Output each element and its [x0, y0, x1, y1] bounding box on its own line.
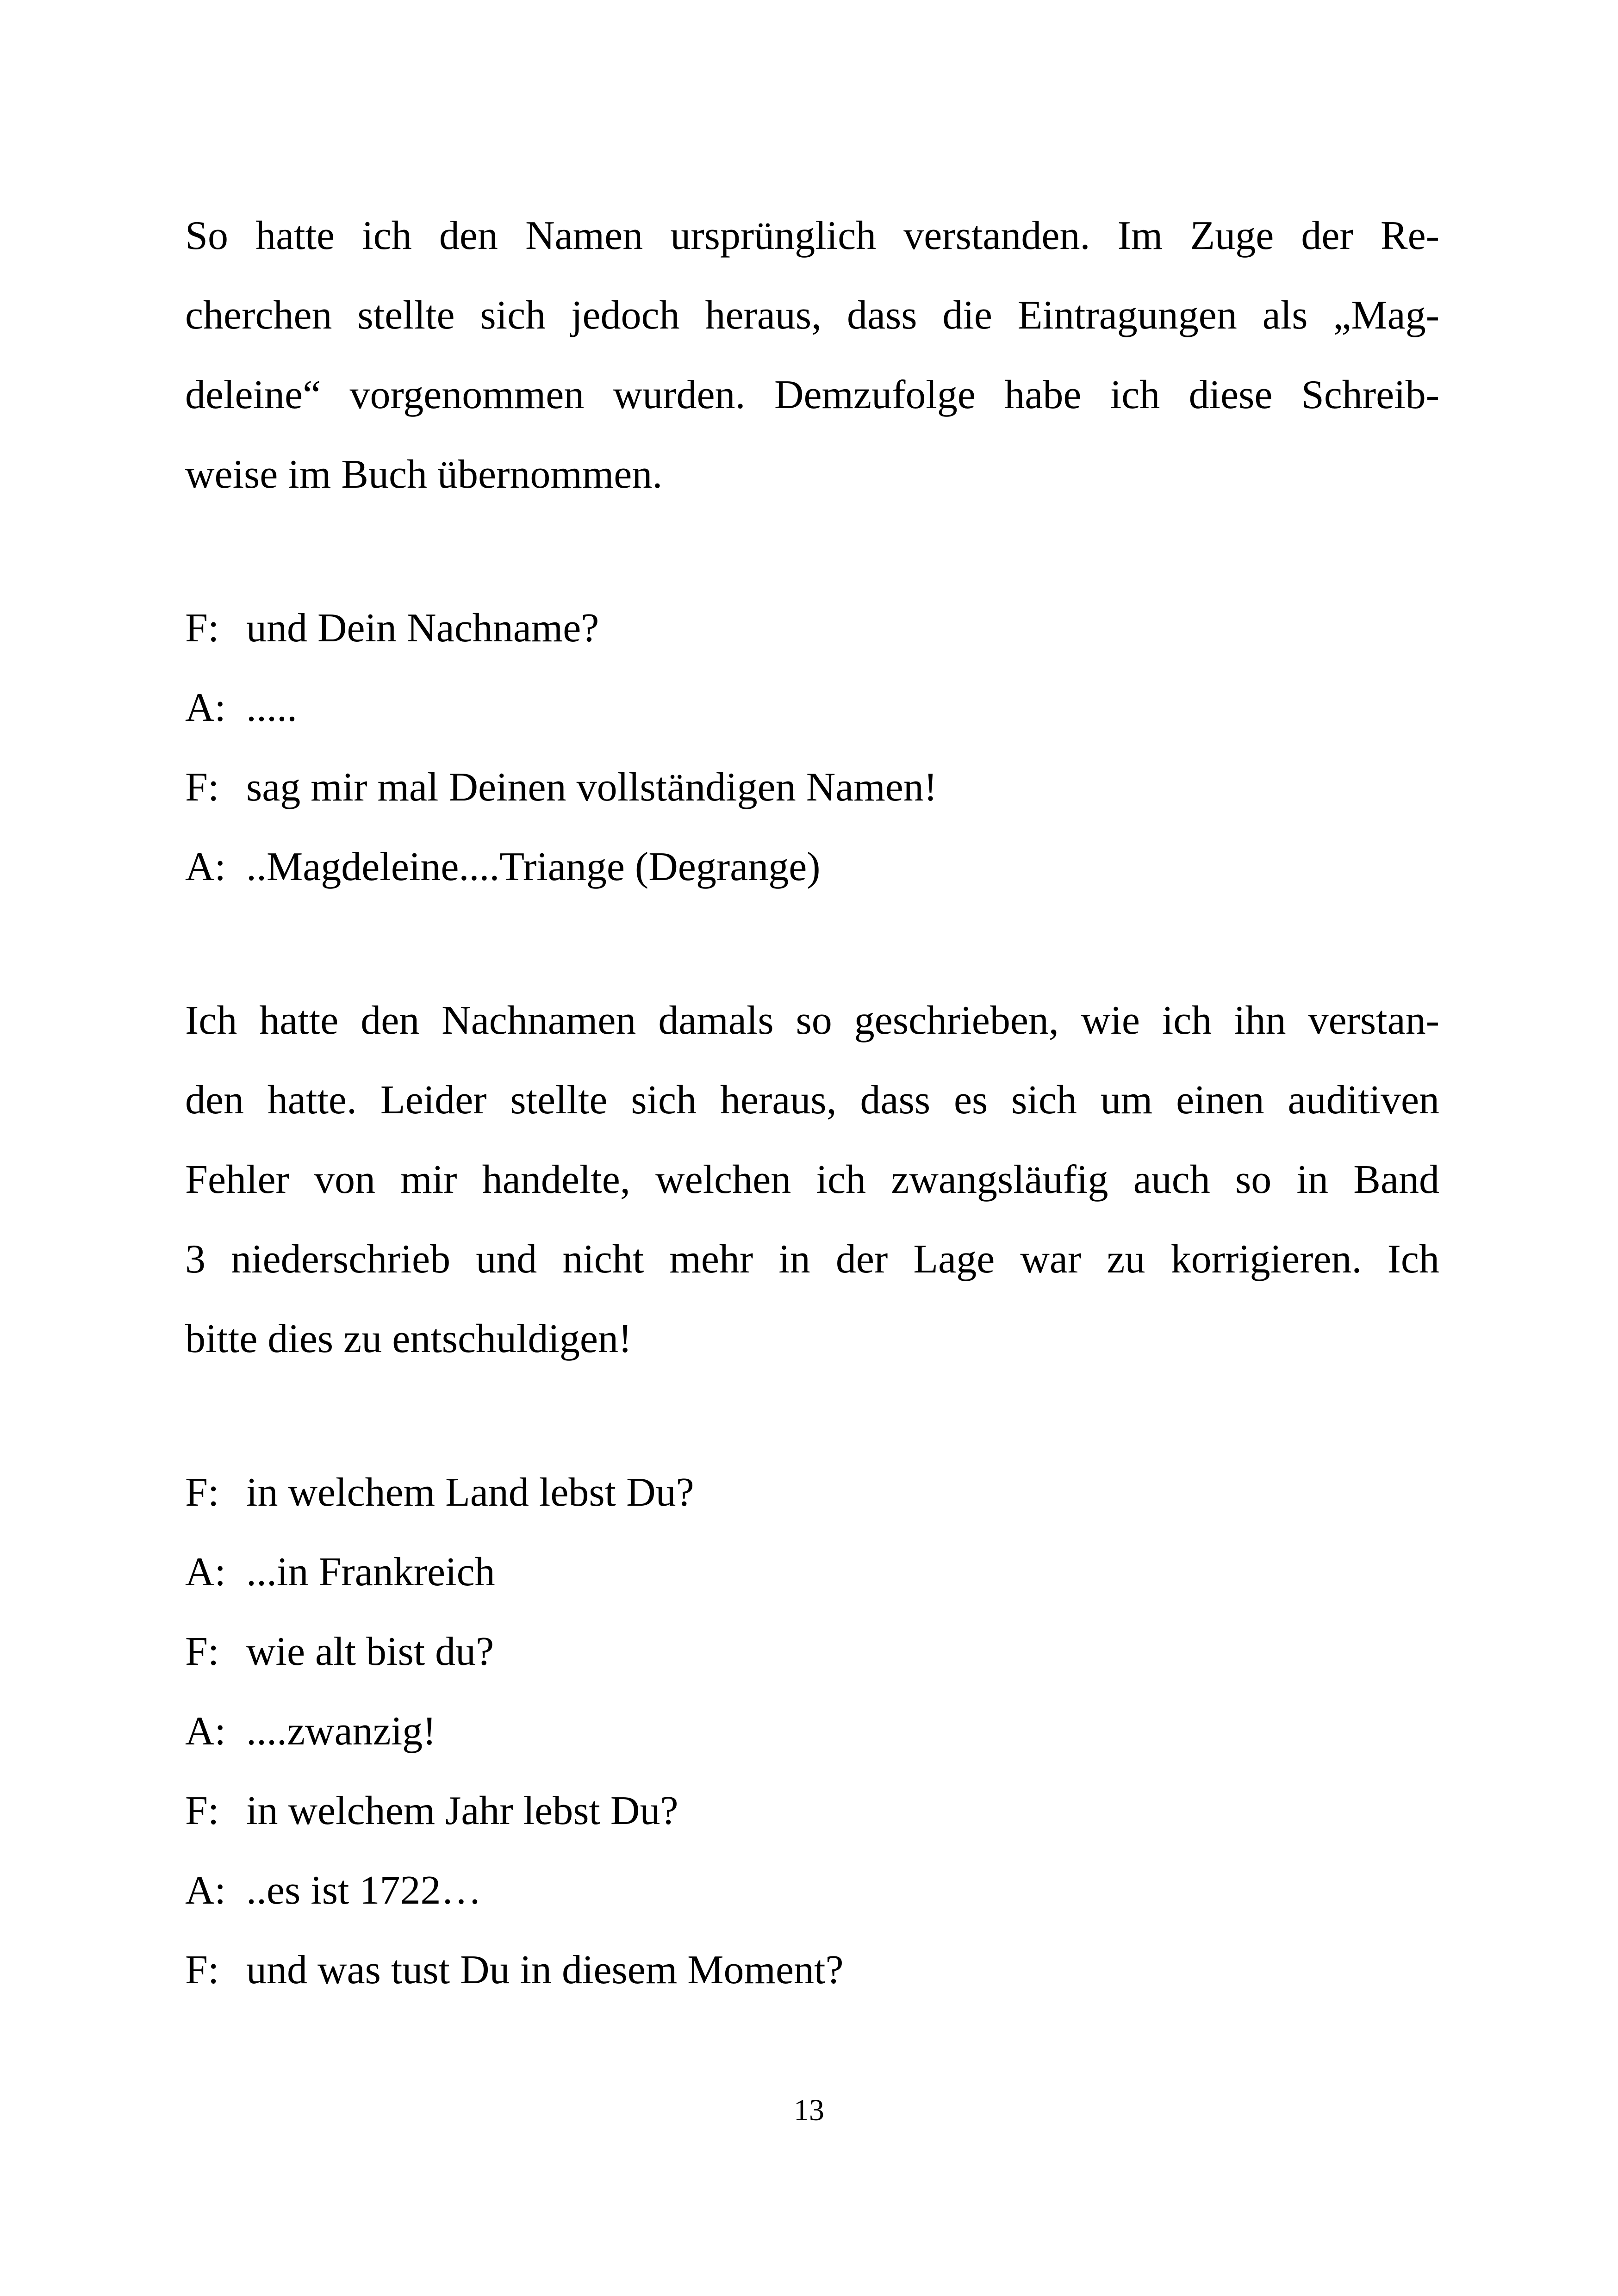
- speaker-label: A:: [185, 1709, 226, 1754]
- utterance-text: sag mir mal Deinen vollständigen Namen!: [246, 765, 938, 810]
- speaker-label: F:: [185, 1788, 219, 1833]
- paragraph-line: Fehler von mir handelte, welchen ich zwangsläufig auch so in Band: [185, 1157, 1439, 1202]
- paragraph-line: deleine“ vorgenommen wurden. Demzufolge habe ich diese Schreib-: [185, 372, 1439, 417]
- paragraph-line: bitte dies zu entschuldigen!: [185, 1316, 632, 1361]
- paragraph-spacer: [185, 515, 1439, 589]
- utterance-text: wie alt bist du?: [246, 1629, 494, 1674]
- utterance-text: .....: [246, 685, 297, 730]
- speaker-label: F:: [185, 1948, 219, 1992]
- dialog-block-origin: [185, 1453, 1439, 2010]
- paragraph-spacer: [185, 1379, 1439, 1453]
- dialog-line: [185, 1612, 1439, 1692]
- dialog-line: [185, 1930, 1439, 2010]
- dialog-block-name: [185, 589, 1439, 907]
- paragraph-line: So hatte ich den Namen ursprünglich verstanden. Im Zuge der Re-: [185, 213, 1439, 258]
- utterance-text: in welchem Jahr lebst Du?: [246, 1788, 678, 1833]
- speaker-label: F:: [185, 1629, 219, 1674]
- speaker-label: A:: [185, 1550, 226, 1595]
- utterance-text: ..es ist 1722…: [246, 1868, 482, 1913]
- page-number: 13: [794, 2093, 824, 2127]
- speaker-label: A:: [185, 685, 226, 730]
- paragraph-line: Ich hatte den Nachnamen damals so geschrieben, wie ich ihn verstan-: [185, 998, 1439, 1043]
- paragraph-line: weise im Buch übernommen.: [185, 452, 663, 497]
- speaker-label: F:: [185, 765, 219, 810]
- paragraph-name-spelling: [185, 196, 1439, 515]
- dialog-line: [185, 1771, 1439, 1851]
- utterance-text: ...in Frankreich: [246, 1550, 495, 1595]
- utterance-text: ..Magdeleine....Triange (Degrange): [246, 844, 821, 889]
- dialog-line: [185, 1692, 1439, 1771]
- paragraph-surname-error: [185, 981, 1439, 1379]
- speaker-label: A:: [185, 844, 226, 889]
- utterance-text: und Dein Nachname?: [246, 606, 599, 651]
- dialog-line: [185, 1533, 1439, 1612]
- dialog-line: [185, 589, 1439, 668]
- paragraph-line: den hatte. Leider stellte sich heraus, dass es sich um einen auditiven: [185, 1078, 1439, 1123]
- dialog-line: [185, 827, 1439, 907]
- page-content: [185, 196, 1439, 2010]
- paragraph-spacer: [185, 907, 1439, 981]
- paragraph-line: cherchen stellte sich jedoch heraus, dass die Eintragungen als „Mag-: [185, 293, 1439, 338]
- speaker-label: F:: [185, 606, 219, 651]
- utterance-text: ....zwanzig!: [246, 1709, 436, 1754]
- dialog-line: [185, 668, 1439, 748]
- dialog-line: [185, 1851, 1439, 1930]
- utterance-text: und was tust Du in diesem Moment?: [246, 1948, 844, 1992]
- dialog-line: [185, 1453, 1439, 1533]
- speaker-label: A:: [185, 1868, 226, 1913]
- utterance-text: in welchem Land lebst Du?: [246, 1470, 694, 1515]
- speaker-label: F:: [185, 1470, 219, 1515]
- dialog-line: [185, 748, 1439, 827]
- paragraph-line: 3 niederschrieb und nicht mehr in der Lage war zu korrigieren. Ich: [185, 1237, 1439, 1282]
